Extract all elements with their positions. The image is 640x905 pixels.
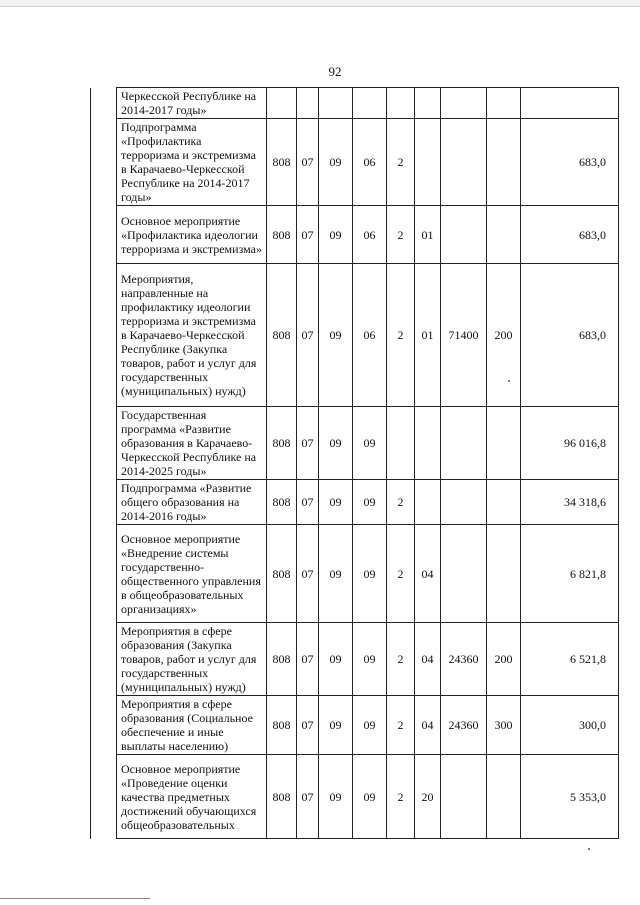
code-cell: 09 <box>319 623 353 696</box>
code-cell <box>415 480 441 525</box>
code-cell: 2 <box>387 206 415 264</box>
code-cell: 09 <box>319 119 353 206</box>
code-cell <box>387 407 415 480</box>
amount-cell <box>521 88 619 119</box>
table-row <box>91 264 619 407</box>
code-cell <box>487 480 521 525</box>
code-cell: 09 <box>353 480 387 525</box>
amount-cell: 34 318,6 <box>521 480 619 525</box>
code-cell: 200 <box>487 264 521 407</box>
amount-cell: 683,0 <box>521 206 619 264</box>
scan-speck <box>508 380 510 382</box>
code-cell: 07 <box>297 623 319 696</box>
budget-table <box>90 87 619 839</box>
row-name-cell: Основное мероприятие «Проведение оценки качества предметных достижений обучающихся общеобразовательных <box>117 755 267 839</box>
code-cell: 808 <box>267 264 297 407</box>
scan-speck <box>588 848 590 850</box>
code-cell: 06 <box>353 119 387 206</box>
code-cell: 09 <box>353 755 387 839</box>
code-cell: 2 <box>387 696 415 755</box>
code-cell: 07 <box>297 407 319 480</box>
code-cell: 20 <box>415 755 441 839</box>
code-cell <box>441 525 487 623</box>
code-cell <box>297 88 319 119</box>
code-cell: 2 <box>387 755 415 839</box>
code-cell: 04 <box>415 696 441 755</box>
code-cell: 24360 <box>441 696 487 755</box>
code-cell: 2 <box>387 119 415 206</box>
code-cell <box>487 755 521 839</box>
amount-cell: 683,0 <box>521 264 619 407</box>
code-cell <box>319 88 353 119</box>
code-cell <box>441 88 487 119</box>
code-cell <box>487 88 521 119</box>
code-cell: 04 <box>415 623 441 696</box>
amount-cell: 5 353,0 <box>521 755 619 839</box>
code-cell: 808 <box>267 119 297 206</box>
amount-cell: 6 821,8 <box>521 525 619 623</box>
code-cell <box>487 119 521 206</box>
footer-rule <box>0 898 150 899</box>
code-cell: 808 <box>267 480 297 525</box>
code-cell <box>441 206 487 264</box>
code-cell: 808 <box>267 525 297 623</box>
scan-top-edge <box>0 0 640 7</box>
table-row <box>91 755 619 839</box>
table-row <box>91 206 619 264</box>
code-cell: 200 <box>487 623 521 696</box>
code-cell: 07 <box>297 755 319 839</box>
code-cell: 01 <box>415 264 441 407</box>
code-cell: 07 <box>297 206 319 264</box>
code-cell: 09 <box>353 696 387 755</box>
code-cell: 07 <box>297 525 319 623</box>
code-cell: 01 <box>415 206 441 264</box>
code-cell: 24360 <box>441 623 487 696</box>
code-cell: 04 <box>415 525 441 623</box>
code-cell <box>387 88 415 119</box>
code-cell: 09 <box>319 696 353 755</box>
table-row <box>91 88 619 119</box>
row-name-cell: Черкесской Республике на 2014-2017 годы» <box>117 88 267 119</box>
code-cell: 07 <box>297 264 319 407</box>
code-cell <box>441 407 487 480</box>
code-cell <box>415 407 441 480</box>
table-row <box>91 623 619 696</box>
code-cell: 09 <box>319 206 353 264</box>
amount-cell: 6 521,8 <box>521 623 619 696</box>
table-row <box>91 407 619 480</box>
code-cell: 808 <box>267 623 297 696</box>
code-cell: 71400 <box>441 264 487 407</box>
code-cell: 06 <box>353 264 387 407</box>
code-cell: 2 <box>387 480 415 525</box>
code-cell: 808 <box>267 407 297 480</box>
margin-cell <box>91 407 117 480</box>
margin-cell <box>91 264 117 407</box>
code-cell: 09 <box>319 480 353 525</box>
code-cell <box>441 119 487 206</box>
code-cell: 09 <box>353 407 387 480</box>
row-name-cell: Мероприятия в сфере образования (Социальное обеспечение и иные выплаты населению) <box>117 696 267 755</box>
row-name-cell: Основное мероприятие «Профилактика идеологии терроризма и экстремизма» <box>117 206 267 264</box>
row-name-cell: Мероприятия в сфере образования (Закупка товаров, работ и услуг для государственных (муниципальных) нужд) <box>117 623 267 696</box>
table-row <box>91 696 619 755</box>
row-name-cell: Основное мероприятие «Внедрение системы государственно-общественного управления в общеобразовательных организациях» <box>117 525 267 623</box>
code-cell: 2 <box>387 264 415 407</box>
margin-cell <box>91 525 117 623</box>
code-cell: 09 <box>319 264 353 407</box>
code-cell: 808 <box>267 696 297 755</box>
row-name-cell: Подпрограмма «Развитие общего образования на 2014-2016 годы» <box>117 480 267 525</box>
code-cell: 808 <box>267 206 297 264</box>
row-name-cell: Подпрограмма «Профилактика терроризма и экстремизма в Карачаево-Черкесской Республике на 2014-2017 годы» <box>117 119 267 206</box>
code-cell <box>267 88 297 119</box>
code-cell: 09 <box>353 623 387 696</box>
margin-cell <box>91 88 117 119</box>
code-cell <box>415 88 441 119</box>
code-cell: 07 <box>297 696 319 755</box>
code-cell <box>487 525 521 623</box>
page-number: 92 <box>328 64 342 79</box>
code-cell: 09 <box>319 407 353 480</box>
amount-cell: 96 016,8 <box>521 407 619 480</box>
margin-cell <box>91 480 117 525</box>
row-name-cell: Мероприятия, направленные на профилактику идеологии терроризма и экстремизма в Карачаево-Черкесской Республике (Закупка товаров, работ и услуг для государственных (муниципальных) нужд) <box>117 264 267 407</box>
table-row <box>91 119 619 206</box>
code-cell: 300 <box>487 696 521 755</box>
margin-cell <box>91 119 117 206</box>
margin-cell <box>91 696 117 755</box>
margin-cell <box>91 206 117 264</box>
code-cell: 2 <box>387 525 415 623</box>
code-cell <box>487 206 521 264</box>
code-cell: 07 <box>297 480 319 525</box>
margin-cell <box>91 755 117 839</box>
row-name-cell: Государственная программа «Развитие образования в Карачаево-Черкесской Республике на 2014-2025 годы» <box>117 407 267 480</box>
code-cell <box>415 119 441 206</box>
code-cell: 2 <box>387 623 415 696</box>
amount-cell: 300,0 <box>521 696 619 755</box>
code-cell <box>487 407 521 480</box>
amount-cell: 683,0 <box>521 119 619 206</box>
code-cell <box>353 88 387 119</box>
code-cell <box>441 755 487 839</box>
code-cell: 09 <box>319 755 353 839</box>
code-cell: 808 <box>267 755 297 839</box>
table-row <box>91 525 619 623</box>
code-cell: 09 <box>319 525 353 623</box>
table-row <box>91 480 619 525</box>
code-cell: 09 <box>353 525 387 623</box>
code-cell <box>441 480 487 525</box>
code-cell: 06 <box>353 206 387 264</box>
code-cell: 07 <box>297 119 319 206</box>
margin-cell <box>91 623 117 696</box>
